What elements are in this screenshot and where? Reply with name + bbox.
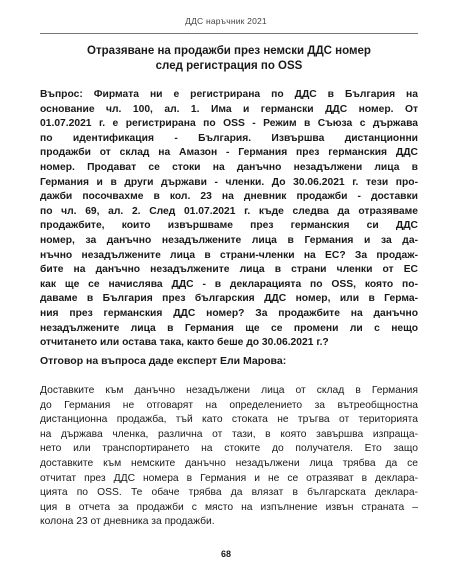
answer-line: дистанционна продажба, тъй като стоката не тръгва от територията — [40, 414, 418, 426]
answer-line: на държава членка, различна от тази, в която завършва изпраща- — [40, 428, 418, 440]
question-line: отчитането или остава така, както беше до 30.06.2021 г.? — [40, 337, 329, 349]
question-line: незадължените лица в Германия ще се промени ли с нещо — [40, 322, 418, 334]
question-line: бите на данъчно незадължените лица в страни членки от ЕС — [40, 264, 418, 276]
question-line: 01.07.2021 г. е регистрирана по OSS - Режим в Съюза с държава — [40, 118, 418, 130]
question-line: по идентификация - България. Извършва дистанционни — [40, 132, 418, 144]
question-line: продажби от склад на Амазон - Германия през германския ДДС — [40, 147, 418, 159]
question-line: основание чл. 100, ал. 1. Има и германски ДДС номер. От — [40, 103, 418, 115]
question-line: Германия и в други държави - членки. До 30.06.2021 г. тези про- — [40, 176, 418, 188]
question-line: по чл. 69, ал. 2. След 01.07.2021 г. къде следва да отразяваме — [40, 205, 418, 217]
question-line: номер. Продават се стоки на данъчно незадължени лица в — [40, 161, 418, 173]
question-line: ния през германския ДДС номер? За продажбите на данъчно — [40, 307, 418, 319]
header-divider — [40, 33, 418, 34]
answer-line: до Германия не отговарят на определението за вътреобщностна — [40, 399, 418, 411]
question-line: номер, за данъчно незадължените лица в Германия и за да- — [40, 234, 418, 246]
article-title — [40, 44, 418, 74]
running-header: ДДС наръчник 2021 — [185, 16, 267, 26]
title-line: Отразяване на продажби през немски ДДС номер — [87, 45, 371, 57]
answer-line: Доставките към данъчно незадължени лица от склад в Германия — [40, 385, 418, 396]
question-line: даваме в България през българския ДДС номер, или в Герма- — [40, 293, 418, 305]
answer-line: нето или транспортирането на стоките до получателя. Ето защо — [40, 443, 418, 455]
question-line: Въпрос: Фирмата ни е регистрирана по ДДС в България на — [40, 89, 418, 100]
answer-line: цията по OSS. Те обаче трябва да влязат в българската деклара- — [40, 487, 418, 499]
question-paragraph — [40, 88, 418, 351]
answer-line: колона 23 от дневника за продажби. — [40, 516, 215, 528]
page-number: 68 — [220, 549, 231, 559]
answer-line: доставките към немските данъчно незадължени лица трябва да се — [40, 457, 418, 469]
answer-heading: Отговор на въпроса даде експерт Ели Марова: — [40, 355, 287, 367]
answer-line: отчитат през ДДС номера в Германия и не се отразяват в деклара- — [40, 472, 418, 484]
question-line: дажби посочвахме в кол. 23 на дневник продажби - доставки — [40, 191, 418, 203]
question-line: нъчно незадължените лица в страни-членки на ЕС? За продаж- — [40, 249, 418, 261]
answer-line: ция в отчета за продажби с място на изпълнение извън страната – — [40, 501, 418, 513]
question-line: как ще се начислява ДДС - в декларацията по OSS, която по- — [40, 278, 418, 290]
question-line: продажбите, които извършваме през германския си ДДС — [40, 220, 418, 232]
title-line: след регистрация по OSS — [155, 60, 303, 72]
answer-paragraph — [40, 384, 418, 530]
